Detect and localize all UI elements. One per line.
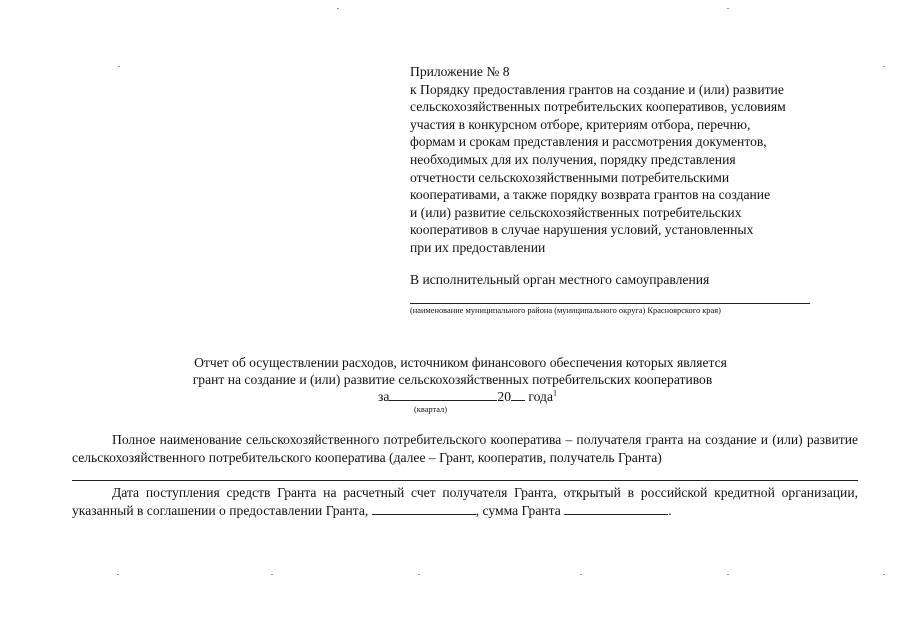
addressee-underline xyxy=(410,303,810,304)
year-suffix: года xyxy=(525,389,553,404)
scan-speck xyxy=(727,574,729,575)
appendix-block xyxy=(410,63,850,257)
report-title-line1: Отчет об осуществлении расходов, источником финансового обеспечения которых является xyxy=(194,355,727,370)
scan-speck xyxy=(271,574,273,575)
year-blank xyxy=(511,388,525,401)
scan-speck xyxy=(118,66,120,67)
scan-speck xyxy=(337,8,339,9)
grant-amount-blank xyxy=(564,503,668,515)
appendix-line: при их предоставлении xyxy=(410,239,546,255)
report-title-line2: грант на создание и (или) развитие сельскохозяйственных потребительских кооперативов xyxy=(192,372,713,387)
paragraph2-part1: Дата поступления средств Гранта на расчетный счет получателя Гранта, открытый в российской кредитной организации, указанный в соглашении о предоставлении Гранта, xyxy=(72,485,858,518)
appendix-line: к Порядку предоставления грантов на создание и (или) развитие xyxy=(410,81,784,97)
appendix-line: формам и срокам представления и рассмотрения документов, xyxy=(410,134,767,150)
cooperative-name-line xyxy=(72,480,858,481)
grant-receipt-paragraph xyxy=(72,484,858,519)
period-hint: (квартал) xyxy=(414,405,448,414)
receipt-date-blank xyxy=(372,503,476,515)
appendix-line: и (или) развитие сельскохозяйственных потребительских xyxy=(410,204,742,220)
scan-speck xyxy=(580,574,582,575)
scan-speck xyxy=(883,66,885,67)
scan-speck xyxy=(727,8,729,9)
appendix-line: сельскохозяйственных потребительских кооперативов, условиям xyxy=(410,99,786,115)
paragraph2-part3: . xyxy=(668,502,672,518)
period-prefix: за xyxy=(378,389,390,404)
cooperative-name-paragraph xyxy=(72,431,858,466)
appendix-line: отчетности сельскохозяйственными потребительскими xyxy=(410,169,730,185)
appendix-line: Приложение № 8 xyxy=(410,64,510,79)
footnote-mark: 1 xyxy=(553,388,557,398)
appendix-line: участия в конкурсном отборе, критериям отбора, перечню, xyxy=(410,116,751,132)
scan-speck xyxy=(117,574,119,575)
appendix-line: кооперативов в случае нарушения условий, установленных xyxy=(410,222,754,238)
scan-speck xyxy=(418,574,420,575)
year-prefix: 20 xyxy=(497,389,511,404)
quarter-blank xyxy=(389,388,497,401)
addressee-text: В исполнительный орган местного самоуправления xyxy=(410,272,710,287)
appendix-line: кооперативами, а также порядку возврата грантов на создание xyxy=(410,187,771,203)
paragraph2-part2: , сумма Гранта xyxy=(475,502,565,518)
paragraph1-text: Полное наименование сельскохозяйственного потребительского кооператива – получателя гранта на создание и (или) развитие сельскохозяйственного потребительского кооператива (далее – Грант, кооператив, получатель Гранта) xyxy=(72,432,858,465)
appendix-line: необходимых для их получения, порядку представления xyxy=(410,151,736,167)
report-period xyxy=(378,388,557,405)
addressee-hint: (наименование муниципального района (муниципального округа) Красноярского края) xyxy=(410,306,721,315)
scan-speck xyxy=(883,574,885,575)
